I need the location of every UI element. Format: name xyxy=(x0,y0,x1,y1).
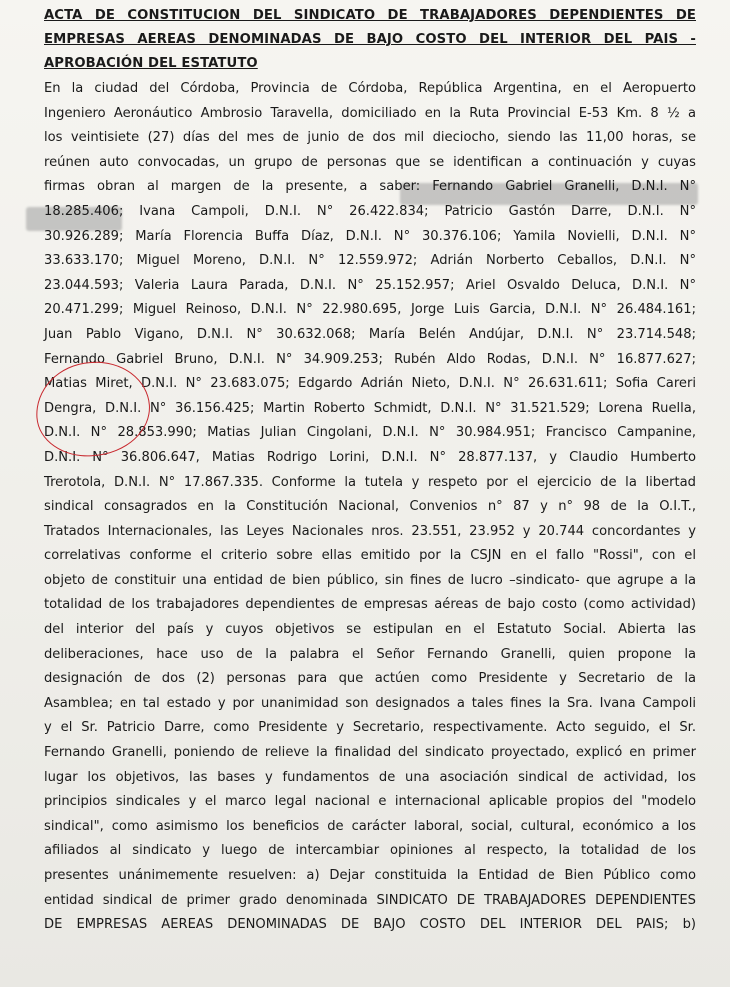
text-line: los veintisiete (27) días del mes de junio de dos mil dieciocho, siendo las 11,00 horas, se xyxy=(44,130,696,146)
text-line: D.N.I. N° 36.806.647, Matias Rodrigo Lorini, D.N.I. N° 28.877.137, y Claudio Humberto xyxy=(44,449,696,465)
text-line: 33.633.170; Miguel Moreno, D.N.I. N° 12.559.972; Adrián Norberto Ceballos, D.N.I. N° xyxy=(44,253,696,269)
text-line: lugar los objetivos, las bases y fundamentos de una asociación sindical de actividad, los xyxy=(44,769,696,785)
text-line: 20.471.299; Miguel Reinoso, D.N.I. N° 22.980.695, Jorge Luis Garcia, D.N.I. N° 26.484.161; xyxy=(44,302,696,318)
text-line: DE EMPRESAS AEREAS DENOMINADAS DE BAJO COSTO DEL INTERIOR DEL PAIS; b) xyxy=(44,917,696,933)
text-line: deliberaciones, hace uso de la palabra el Señor Fernando Granelli, quien propone la xyxy=(44,646,696,662)
text-line: totalidad de los trabajadores dependientes de empresas aéreas de bajo costo (como actividad) xyxy=(44,597,696,613)
text-line: correlativas conforme el criterio sobre ellas emitido por la CSJN en el fallo "Rossi", con el xyxy=(44,548,696,564)
text-line: sindical consagrados en la Constitución Nacional, Convenios n° 87 y n° 98 de la O.I.T., xyxy=(44,499,696,515)
text-line: firmas obran al margen de la presente, a saber: Fernando Gabriel Granelli, D.N.I. N° xyxy=(44,179,696,195)
document-heading-line: APROBACIÓN DEL ESTATUTO xyxy=(44,56,258,71)
document-heading-line: EMPRESAS AEREAS DENOMINADAS DE BAJO COSTO DEL INTERIOR DEL PAIS - xyxy=(44,32,696,47)
text-line: entidad sindical de primer grado denominada SINDICATO DE TRABAJADORES DEPENDIENTES xyxy=(44,892,696,908)
text-line: designación de dos (2) personas para que actúen como Presidente y Secretario de la xyxy=(44,671,696,687)
text-line: Juan Pablo Vigano, D.N.I. N° 30.632.068; María Belén Andújar, D.N.I. N° 23.714.548; xyxy=(44,326,696,342)
text-line: En la ciudad del Córdoba, Provincia de Córdoba, República Argentina, en el Aeropuerto xyxy=(44,81,696,96)
document-text xyxy=(44,77,696,938)
text-line: D.N.I. N° 28.853.990; Matias Julian Cingolani, D.N.I. N° 30.984.951; Francisco Campanine, xyxy=(44,425,696,441)
document-heading-line: ACTA DE CONSTITUCION DEL SINDICATO DE TRABAJADORES DEPENDIENTES DE xyxy=(44,8,696,23)
text-line: del interior del país y cuyos objetivos se estipulan en el Estatuto Social. Abierta las xyxy=(44,622,696,638)
text-line: objeto de constituir una entidad de bien público, sin fines de lucro –sindicato- que agrupe a la xyxy=(44,572,696,588)
text-line: 18.285.406; Ivana Campoli, D.N.I. N° 26.422.834; Patricio Gastón Darre, D.N.I. N° xyxy=(44,203,696,219)
text-line: afiliados al sindicato y luego de intercambiar opiniones al respecto, la totalidad de los xyxy=(44,843,696,859)
text-line: reúnen auto convocadas, un grupo de personas que se identifican a continuación y cuyas xyxy=(44,154,696,170)
text-line: Asamblea; en tal estado y por unanimidad son designados a tales fines la Sra. Ivana Campoli xyxy=(44,695,696,711)
document-body xyxy=(44,4,696,938)
text-line: Matias Miret, D.N.I. N° 23.683.075; Edgardo Adrián Nieto, D.N.I. N° 26.631.611; Sofia Careri xyxy=(44,376,696,392)
text-line: y el Sr. Patricio Darre, como Presidente y Secretario, respectivamente. Acto seguido, el Sr. xyxy=(44,720,696,736)
text-line: Trerotola, D.N.I. N° 17.867.335. Conforme la tutela y respeto por el ejercicio de la libertad xyxy=(44,474,696,490)
text-line: Dengra, D.N.I. N° 36.156.425; Martin Roberto Schmidt, D.N.I. N° 31.521.529; Lorena Ruella, xyxy=(44,400,696,416)
text-line: 30.926.289; María Florencia Buffa Díaz, D.N.I. N° 30.376.106; Yamila Novielli, D.N.I. N° xyxy=(44,228,696,244)
text-line: principios sindicales y el marco legal nacional e internacional aplicable propios del "modelo xyxy=(44,794,696,810)
text-line: presentes unánimemente resuelven: a) Dejar constituida la Entidad de Bien Público como xyxy=(44,868,696,883)
text-line: Tratados Internacionales, las Leyes Nacionales nros. 23.551, 23.952 y 20.744 concordantes y xyxy=(44,523,696,539)
text-line: sindical", como asimismo los beneficios de carácter laboral, social, cultural, económico a los xyxy=(44,818,696,834)
text-line: 23.044.593; Valeria Laura Parada, D.N.I. N° 25.152.957; Ariel Osvaldo Deluca, D.N.I. N° xyxy=(44,277,696,293)
text-line: Fernando Gabriel Bruno, D.N.I. N° 34.909.253; Rubén Aldo Rodas, D.N.I. N° 16.877.627; xyxy=(44,351,696,367)
text-line: Fernando Granelli, poniendo de relieve la finalidad del sindicato proyectado, explicó en primer xyxy=(44,745,696,761)
text-line: Ingeniero Aeronáutico Ambrosio Taravella, domiciliado en la Ruta Provincial E-53 Km. 8 ½ a xyxy=(44,105,696,121)
